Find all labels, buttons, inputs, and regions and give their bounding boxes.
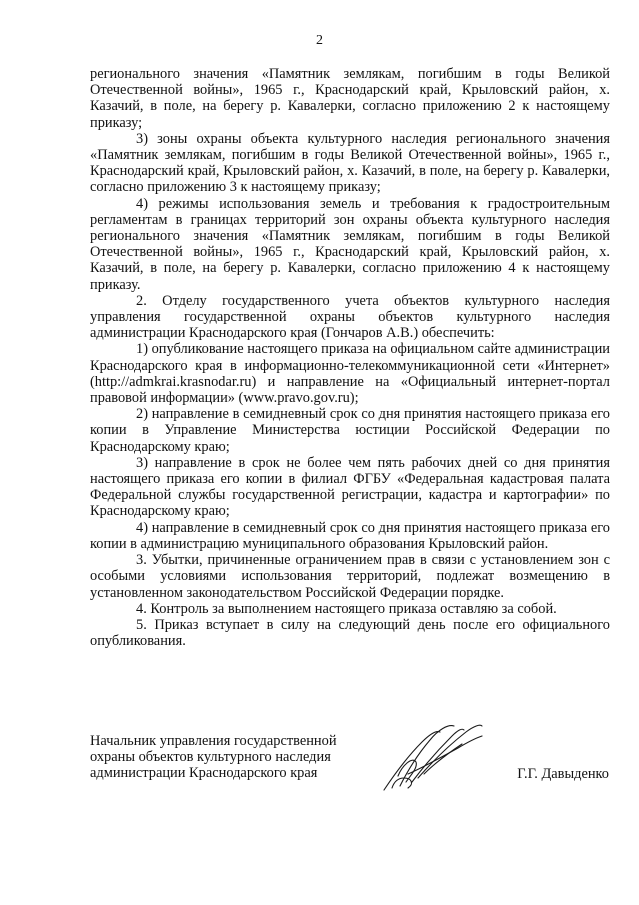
document-body	[90, 66, 610, 649]
paragraph-section-3: 3. Убытки, причиненные ограничением прав в связи с установлением зон с особыми условиями использования территорий, подлежат возмещению в установленном законодательством Российской Федерации порядке.	[90, 552, 610, 601]
paragraph-section-5: 5. Приказ вступает в силу на следующий день после его официального опубликования.	[90, 616, 610, 650]
signatory-name: Г.Г. Давыденко	[517, 766, 609, 782]
paragraph-subitem-1: 1) опубликование настоящего приказа на официальном сайте администрации Краснодарского края в информационно-телекоммуникационной сети «Интернет» (http://admkrai.krasnodar.ru) и направление на «Официальный интернет-портал правовой информации» (www.pravo.gov.ru);	[90, 341, 610, 407]
paragraph-section-2: 2. Отделу государственного учета объектов культурного наследия управления государственной охраны объектов культурного наследия администрации Краснодарского края (Гончаров А.В.) обеспечить:	[90, 292, 610, 342]
paragraph-subitem-3: 3) направление в срок не более чем пять рабочих дней со дня принятия настоящего приказа его копии в филиал ФГБУ «Федеральная кадастровая палата Федеральной службы государственной регистрации, кадастра и картографии» по Краснодарскому краю;	[90, 454, 610, 520]
signatory-position-line: охраны объектов культурного наследия	[90, 749, 331, 766]
handwritten-signature	[378, 716, 488, 798]
page-number: 2	[316, 33, 323, 48]
paragraph-item-3: 3) зоны охраны объекта культурного наследия регионального значения «Памятник землякам, погибшим в годы Великой Отечественной войны», 1965 г., Краснодарский край, Крыловский район, х. Казачий, в поле, на берегу р. Кавалерки, согласно приложению 3 к настоящему приказу;	[90, 130, 610, 196]
paragraph-item-4: 4) режимы использования земель и требования к градостроительным регламентам в границах территорий зон охраны объекта культурного наследия регионального значения «Памятник землякам, погибшим в годы Великой Отечественной войны», 1965 г., Краснодарский край, Крыловский район, х. Казачий, в поле, на берегу р. Кавалерки, согласно приложению 4 к настоящему приказу.	[90, 195, 610, 293]
paragraph-continuation: регионального значения «Памятник землякам, погибшим в годы Великой Отечественной войны», 1965 г., Краснодарский край, Крыловский район, х. Казачий, в поле, на берегу р. Кавалерки, согласно приложению 2 к настоящему приказу;	[90, 66, 610, 131]
signatory-position-line: Начальник управления государственной	[90, 733, 337, 749]
paragraph-subitem-2: 2) направление в семидневный срок со дня принятия настоящего приказа его копии в Управление Министерства юстиции Российской Федерации по Краснодарскому краю;	[90, 406, 610, 455]
signatory-position-line: администрации Краснодарского края	[90, 765, 318, 782]
paragraph-section-4: 4. Контроль за выполнением настоящего приказа оставляю за собой.	[136, 600, 557, 617]
paragraph-subitem-4: 4) направление в семидневный срок со дня принятия настоящего приказа его копии в администрацию муниципального образования Крыловский район.	[90, 519, 610, 552]
